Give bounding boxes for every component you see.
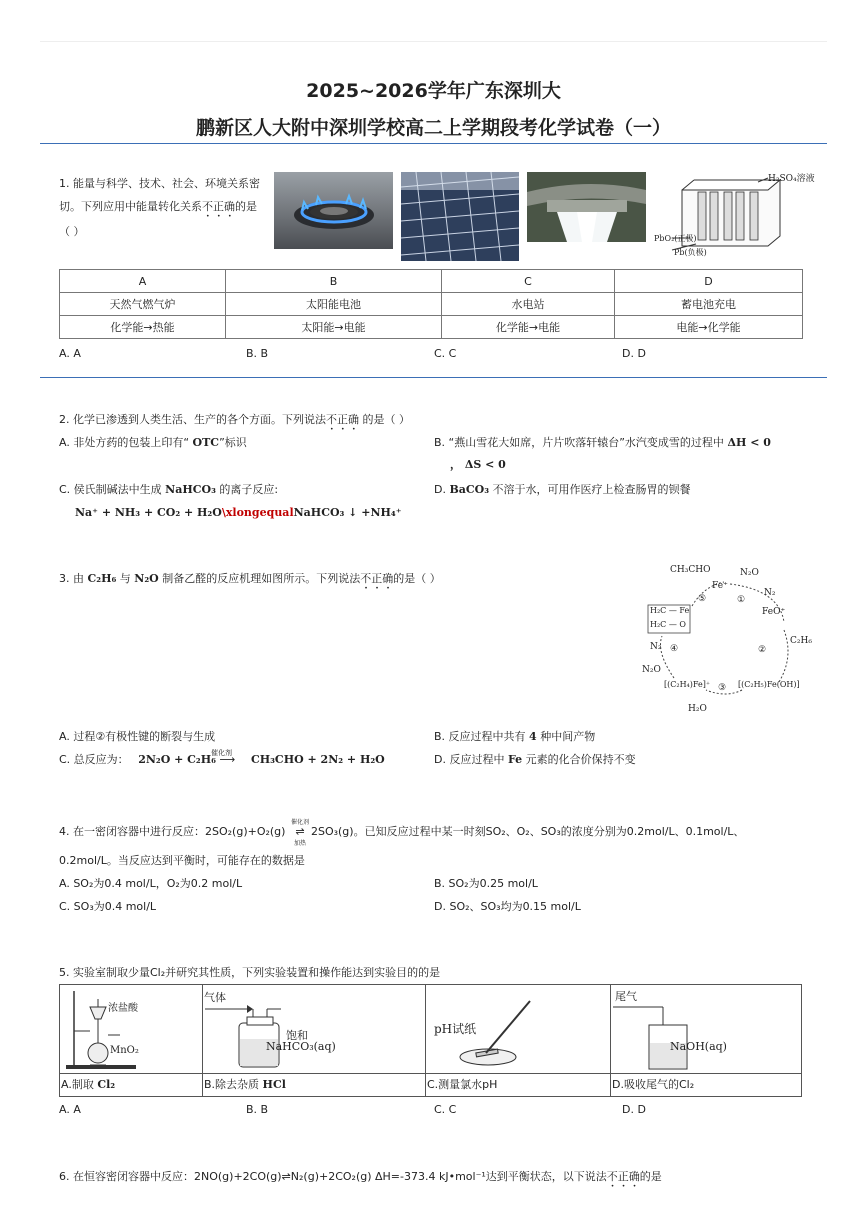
q5-option-d[interactable]: D. D	[622, 1103, 646, 1116]
hydro-dam-image	[527, 172, 646, 242]
q1-stem-text: 切。下列应用中能量转化关系	[59, 200, 202, 213]
q1-table	[59, 269, 803, 339]
label-complex-left: [(C₂H₄)Fe]⁺	[664, 680, 711, 689]
q2-option-d[interactable]	[434, 482, 691, 497]
solar-panel-icon	[401, 172, 519, 261]
q3-stem-math2: N₂O	[134, 572, 159, 585]
q2-stem-text: 2. 化学已渗透到人类生活、生产的各个方面。下列说法	[59, 413, 326, 426]
q4-stem-text2: 2SO₃(g)。已知反应过程中某一时刻SO₂、O₂、SO₃的浓度分别为0.2mol/L、0.1mol/L、	[310, 825, 745, 838]
q3-option-d-math: Fe	[507, 753, 523, 766]
q1-table-row-devices	[60, 293, 803, 316]
q5-option-a[interactable]: A. A	[59, 1103, 81, 1116]
label-n2o-top: N₂O	[740, 568, 759, 578]
q2-option-a-text: A. 非处方药的包装上印有“	[59, 436, 193, 449]
q1-option-a[interactable]: A. A	[59, 347, 81, 360]
q2-option-c-math: NaHCO₃	[165, 483, 216, 496]
label-feo-plus: FeO⁺	[762, 607, 786, 617]
q1-option-d[interactable]: D. D	[622, 347, 646, 360]
q2-stem-end: 的是（ ）	[359, 413, 410, 426]
reaction-mechanism-diagram	[634, 562, 814, 720]
battery-label-pb: Pb(负极)	[674, 248, 707, 257]
caption-text: B.除去杂质	[204, 1078, 263, 1091]
q3-stem-text2: 与	[116, 572, 135, 585]
page-title-line2: 鹏新区人大附中深圳学校高二上学期段考化学试卷（一）	[195, 117, 671, 139]
q4-stem-line1	[59, 819, 829, 847]
label-n2: N₂	[764, 588, 776, 598]
q2-option-b[interactable]	[434, 435, 814, 472]
label-h2o: H₂O	[688, 704, 707, 714]
label-saturated: 饱和	[286, 1029, 308, 1042]
q3-option-c[interactable]	[59, 749, 429, 767]
q1-header-d: D	[615, 270, 803, 293]
equilibrium-arrow	[289, 819, 311, 847]
table-cell: 化学能→电能	[442, 316, 615, 339]
q1-stem	[59, 176, 274, 239]
q1-option-b[interactable]: B. B	[246, 347, 269, 360]
q3-option-b[interactable]	[434, 729, 595, 744]
label-ph-paper: pH试纸	[434, 1022, 477, 1036]
equilibrium-arrow-icon: ⇌	[295, 825, 305, 838]
equation-right: NaHCO₃ ↓ +NH₄⁺	[293, 506, 402, 519]
table-cell: 天然气燃气炉	[60, 293, 226, 316]
header-divider	[40, 143, 827, 144]
gas-stove-image	[274, 172, 393, 249]
battery-label-pbo2: PbO₂(正极)	[654, 234, 697, 243]
table-cell: 蓄电池充电	[615, 293, 803, 316]
q1-header-b: B	[226, 270, 442, 293]
q3-stem	[59, 571, 441, 592]
label-mno2: MnO₂	[110, 1045, 139, 1056]
table-cell: 电能→化学能	[615, 316, 803, 339]
q3-stem-end: 的是（ ）	[393, 572, 441, 585]
q2-option-d-math: BaCO₃	[449, 483, 490, 496]
equation-left: Na⁺ + NH₃ + CO₂ + H₂O	[75, 506, 222, 519]
q5-stem: 5. 实验室制取少量Cl₂并研究其性质，下列实验装置和操作能达到实验目的的是	[59, 966, 441, 979]
q1-header-c: C	[442, 270, 615, 293]
q6-stem-text: 6. 在恒容密闭容器中反应：2NO(g)+2CO(g)⇌N₂(g)+2CO₂(g) ΔH=-373.4 kJ•mol⁻¹达到平衡状态，以下说法	[59, 1170, 607, 1183]
q1-option-c[interactable]: C. C	[434, 347, 457, 360]
q1-paren: （ ）	[59, 225, 85, 238]
label-conc-hcl: 浓盐酸	[108, 1003, 138, 1014]
q3-stem-text: 3. 由	[59, 572, 88, 585]
q4-option-a[interactable]: A. SO₂为0.4 mol/L，O₂为0.2 mol/L	[59, 877, 243, 890]
heat-label: 加热	[293, 840, 306, 847]
label-step2: ②	[758, 645, 767, 655]
label-n2o-left: N₂O	[642, 665, 661, 675]
q2-option-b-math1: ΔH < 0	[727, 436, 771, 449]
q3-option-d-text: D. 反应过程中	[434, 753, 508, 766]
label-ring-line2: H₂C — O	[650, 620, 686, 629]
label-naoh: NaOH(aq)	[670, 1040, 727, 1053]
table-cell: 水电站	[442, 293, 615, 316]
q5-caption-a	[61, 1077, 115, 1092]
q3-option-d-end: 元素的化合价保持不变	[522, 753, 636, 766]
tail-gas-absorption-icon	[611, 985, 801, 1073]
q6-stem-end: 的是	[639, 1170, 662, 1183]
q3-emphasis: 不正确	[360, 572, 394, 585]
label-step1: ①	[737, 595, 746, 605]
caption-math: Cl₂	[97, 1078, 116, 1091]
q1-stem-line2	[59, 199, 274, 220]
q5-apparatus-table	[59, 984, 802, 1097]
q1-table-row-conversions	[60, 316, 803, 339]
table-cell: 太阳能电池	[226, 293, 442, 316]
q5-option-c[interactable]: C. C	[434, 1103, 457, 1116]
q1-table-header-row	[60, 270, 803, 293]
q5-caption-d: D.吸收尾气的Cl₂	[612, 1078, 695, 1091]
q3-option-b-text: B. 反应过程中共有	[434, 730, 530, 743]
gas-stove-icon	[274, 172, 393, 249]
q3-option-b-math: 4	[529, 730, 537, 743]
label-n2-left: N₂	[650, 642, 662, 652]
caption-math: HCl	[262, 1078, 286, 1091]
equation-error-token: \xlongequal	[221, 506, 294, 519]
label-gas: 气体	[204, 991, 226, 1004]
solar-panel-image	[401, 172, 519, 261]
top-faint-rule	[40, 41, 827, 42]
q5-caption-c: C.测量氯水pH	[427, 1078, 498, 1091]
section-divider	[40, 377, 827, 378]
q2-option-a-math: OTC	[192, 436, 220, 449]
battery-label-h2so4: H₂SO₄溶液	[768, 174, 815, 184]
equation-left: 2N₂O + C₂H₆	[138, 753, 216, 766]
label-complex-right: [(C₂H₅)Fe(OH)]	[738, 680, 800, 689]
long-arrow-icon: ⟶	[219, 753, 236, 766]
gas-washing-bottle-icon	[203, 985, 425, 1073]
q3-stem-math1: C₂H₆	[87, 572, 117, 585]
q6-stem	[59, 1169, 662, 1190]
q3-option-c-text: C. 总反应为：	[59, 753, 129, 766]
q2-option-d-end: 不溶于水，可用作医疗上检查肠胃的钡餐	[489, 483, 691, 496]
catalyst-label: 催化剂	[290, 819, 309, 826]
q4-option-c[interactable]: C. SO₃为0.4 mol/L	[59, 900, 157, 913]
q4-stem-text: 4. 在一密闭容器中进行反应：2SO₂(g)+O₂(g)	[59, 825, 286, 838]
q6-emphasis: 不正确	[606, 1170, 640, 1183]
hydro-dam-icon	[527, 172, 646, 242]
label-fe-plus: Fe⁺	[712, 581, 728, 591]
q2-option-b-math2: ， ΔS < 0	[450, 458, 506, 471]
label-tail-gas: 尾气	[615, 990, 637, 1003]
q2-option-b-text: B. “燕山雪花大如席，片片吹落轩辕台”水汽变成雪的过程中	[434, 436, 728, 449]
label-step5: ⑤	[698, 594, 707, 604]
lead-battery-diagram	[650, 170, 820, 262]
q5-option-b[interactable]: B. B	[246, 1103, 269, 1116]
q5-caption-b	[204, 1077, 286, 1092]
q4-option-d[interactable]: D. SO₂、SO₃均为0.15 mol/L	[434, 900, 581, 913]
label-c2h6: C₂H₆	[790, 636, 812, 646]
equation-right: CH₃CHO + 2N₂ + H₂O	[250, 753, 385, 766]
q3-option-d[interactable]	[434, 752, 636, 767]
label-ch3cho: CH₃CHO	[670, 565, 711, 575]
q3-stem-text3: 制备乙醛的反应机理如图所示。下列说法	[158, 572, 361, 585]
q1-emphasis: 不正确	[202, 200, 235, 213]
q2-option-d-text: D.	[434, 483, 450, 496]
q3-option-a[interactable]: A. 过程②有极性键的断裂与生成	[59, 730, 216, 743]
q2-option-a[interactable]	[59, 435, 247, 450]
q2-option-c-equation	[59, 505, 429, 520]
q2-option-c[interactable]	[59, 482, 429, 520]
q2-option-a-end: ”标识	[219, 436, 247, 449]
q1-stem-line1: 1. 能量与科学、技术、社会、环境关系密	[59, 177, 260, 190]
label-step4: ④	[670, 644, 679, 654]
page-title-line1: 2025~2026学年广东深圳大	[306, 80, 561, 102]
catalyst-label: 催化剂	[211, 749, 232, 757]
q1-header-a: A	[60, 270, 226, 293]
q2-option-c-end: 的离子反应:	[215, 483, 279, 496]
q4-option-b[interactable]: B. SO₂为0.25 mol/L	[434, 877, 538, 890]
table-cell: 化学能→热能	[60, 316, 226, 339]
label-ring-line1: H₂C — Fe	[650, 606, 690, 615]
q2-option-c-text: C. 侯氏制碱法中生成	[59, 483, 166, 496]
label-nahco3: NaHCO₃(aq)	[266, 1040, 336, 1053]
q4-stem-line2: 0.2mol/L。当反应达到平衡时，可能存在的数据是	[59, 854, 305, 867]
grid-line	[60, 1073, 801, 1074]
q2-stem	[59, 412, 410, 433]
q1-stem-end: 的是	[235, 200, 257, 213]
q2-emphasis: 不正确	[326, 413, 359, 426]
table-cell: 太阳能→电能	[226, 316, 442, 339]
caption-text: A.制取	[61, 1078, 98, 1091]
label-step3: ③	[718, 683, 727, 693]
q3-option-b-end: 种中间产物	[536, 730, 596, 743]
